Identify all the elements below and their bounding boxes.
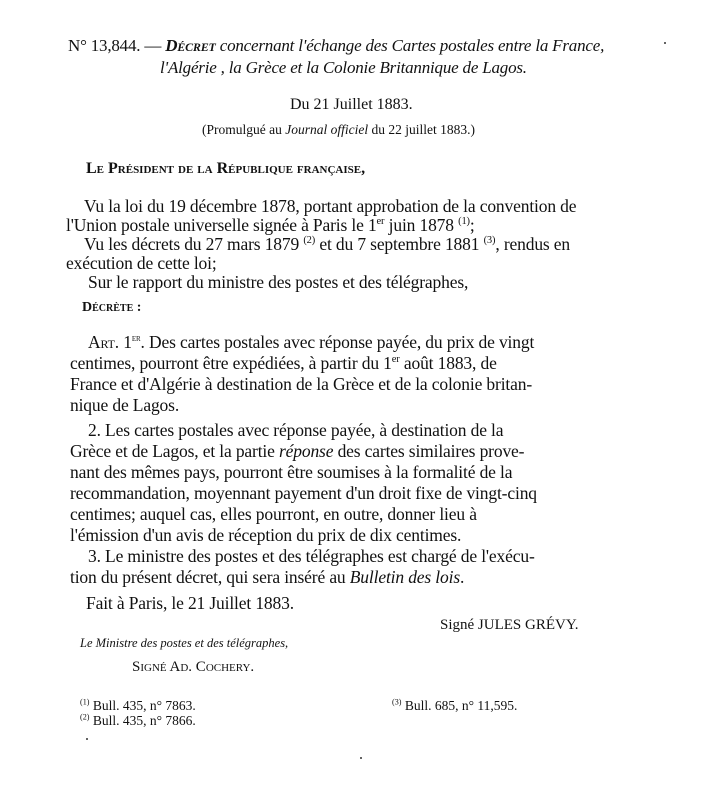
article-3-text-2b: . xyxy=(459,567,465,587)
vu-1-text-a: l'Union postale universelle signée à Paris le 1 xyxy=(66,215,377,235)
article-1-line-2 xyxy=(70,353,497,374)
article-2-line-6: l'émission d'un avis de réception du prix de dix centimes. xyxy=(70,525,462,545)
print-speck xyxy=(664,42,666,44)
bulletin-des-lois: Bulletin des lois xyxy=(349,567,460,587)
preamble-vu-2-line-1 xyxy=(84,234,570,255)
article-3-line-2 xyxy=(70,567,464,588)
minister-signature xyxy=(132,659,254,676)
article-1-ordinal: er xyxy=(131,333,141,345)
decree-date: Du 21 Juillet 1883. xyxy=(290,96,413,113)
article-1-text-2a: centimes, pourront être expédiées, à partir du 1 xyxy=(70,353,392,373)
preamble-vu-2-line-2: exécution de cette loi; xyxy=(66,253,217,273)
heading-keyword: Décret xyxy=(165,36,216,55)
article-1-line-4: nique de Lagos. xyxy=(70,395,180,415)
article-2-line-3: nant des mêmes pays, pourront être soumises à la formalité de la xyxy=(70,462,513,482)
footnote-ref-2: (2) xyxy=(303,235,316,247)
journal-officiel: Journal officiel xyxy=(285,122,369,137)
article-1-text-2b: août 1883, de xyxy=(399,353,497,373)
promulgation-note xyxy=(202,122,475,138)
preamble-vu-1-line-2 xyxy=(66,215,475,236)
promulgation-prefix: (Promulgué au xyxy=(202,122,286,137)
decree-number: N° 13,844. xyxy=(68,36,141,55)
preamble-rapport: Sur le rapport du ministre des postes et des télégraphes, xyxy=(88,272,469,292)
article-2-line-2 xyxy=(70,441,524,462)
decree-heading-line-1 xyxy=(68,36,604,56)
vu-2-text-c: , rendus en xyxy=(495,234,571,254)
vu-1-text-c: ; xyxy=(469,215,475,235)
heading-title-line-2: l'Algérie , la Grèce et la Colonie Britannique de Lagos. xyxy=(160,58,527,77)
article-1-label-text: Art. 1 xyxy=(88,332,132,352)
footnote-2-text: Bull. 435, n° 7866. xyxy=(89,713,196,728)
article-2-text-2b: des cartes similaires prove- xyxy=(333,441,525,461)
minister-title: Le Ministre des postes et des télégraphes, xyxy=(80,636,289,650)
article-1-line-3: France et d'Algérie à destination de la Grèce et de la colonie britan- xyxy=(70,374,533,394)
footnote-1-mark: (1) xyxy=(80,697,90,707)
article-2-italic-reponse: réponse xyxy=(278,441,334,461)
vu-2-text-a: Vu les décrets du 27 mars 1879 xyxy=(84,234,304,254)
article-1-label-end: . xyxy=(140,332,145,352)
print-speck xyxy=(86,738,88,740)
article-2-text-2a: Grèce et de Lagos, et la partie xyxy=(70,441,279,461)
heading-title-line-1: concernant l'échange des Cartes postales entre la France, xyxy=(215,36,605,55)
heading-dash: — xyxy=(140,36,166,55)
article-3-text-2a: tion du présent décret, qui sera inséré au xyxy=(70,567,350,587)
article-2-line-1: 2. Les cartes postales avec réponse payée, à destination de la xyxy=(88,420,504,440)
article-1-text-1: Des cartes postales avec réponse payée, du prix de vingt xyxy=(144,332,535,352)
footnote-1-text: Bull. 435, n° 7863. xyxy=(89,698,196,713)
ordinal-er: er xyxy=(376,216,385,228)
preamble-vu-1-line-1: Vu la loi du 19 décembre 1878, portant approbation de la convention de xyxy=(84,196,577,216)
footnote-3 xyxy=(392,698,517,714)
president-signature: Signé JULES GRÉVY. xyxy=(440,617,579,633)
president-heading: Le Président de la République française, xyxy=(86,160,366,177)
minister-signature-text: Signé Ad. Cochery. xyxy=(132,659,255,675)
footnote-ref-3: (3) xyxy=(483,235,496,247)
article-3-line-1: 3. Le ministre des postes et des télégraphes est chargé de l'exécu- xyxy=(88,546,535,566)
print-speck xyxy=(360,757,362,759)
footnote-3-text: Bull. 685, n° 11,595. xyxy=(401,698,518,713)
article-1-line-1 xyxy=(88,332,534,353)
promulgation-suffix: du 22 juillet 1883.) xyxy=(368,122,475,137)
decrete-heading: Décrète : xyxy=(82,300,142,315)
article-1-label xyxy=(88,332,145,352)
place-and-date: Fait à Paris, le 21 Juillet 1883. xyxy=(86,593,294,613)
footnote-1 xyxy=(80,698,196,714)
vu-2-text-b: et du 7 septembre 1881 xyxy=(315,234,484,254)
footnote-2-mark: (2) xyxy=(80,712,90,722)
footnote-3-mark: (3) xyxy=(392,697,402,707)
vu-1-text-b: juin 1878 xyxy=(384,215,459,235)
footnote-ref-1: (1) xyxy=(458,216,470,228)
article-1-ordinal-2: er xyxy=(391,354,400,366)
article-2-line-5: centimes; auquel cas, elles pourront, en outre, donner lieu à xyxy=(70,504,477,524)
footnote-2 xyxy=(80,713,196,729)
article-2-line-4: recommandation, moyennant payement d'un droit fixe de vingt-cinq xyxy=(70,483,537,503)
